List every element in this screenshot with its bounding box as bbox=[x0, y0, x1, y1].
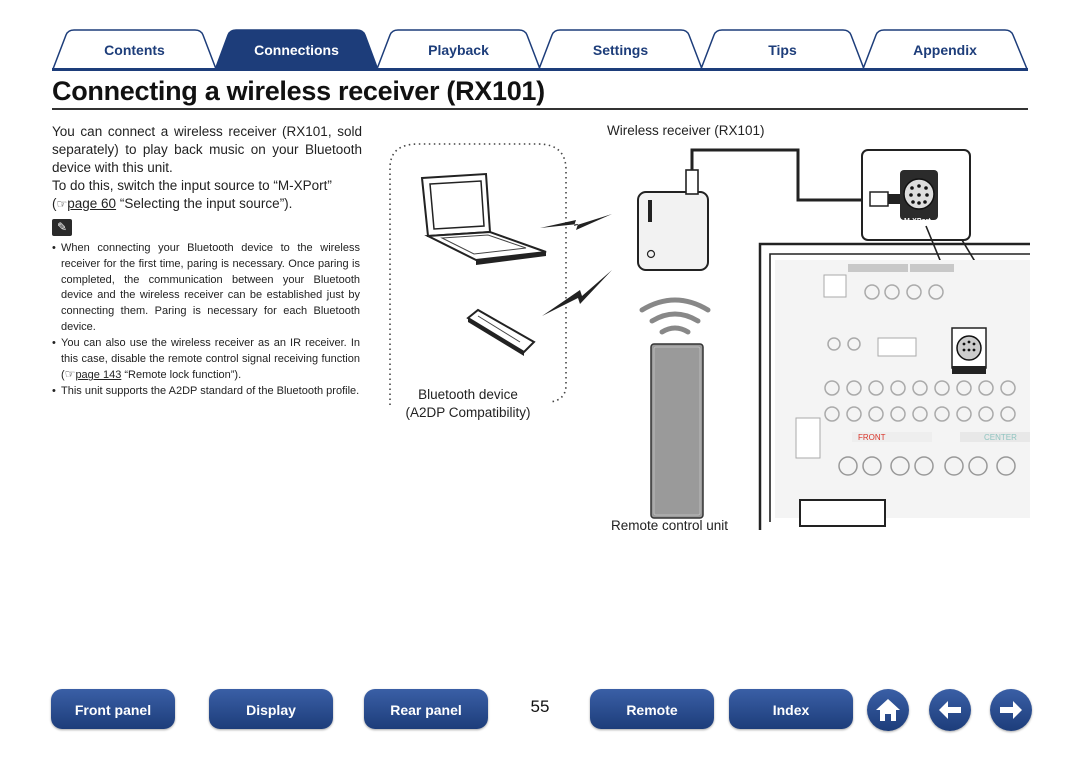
front-panel-button[interactable]: Front panel bbox=[51, 689, 175, 729]
tab-connections-label: Connections bbox=[254, 42, 339, 58]
home-icon bbox=[867, 689, 909, 731]
note-text: You can also use the wireless receiver as an IR receiver. In this case, disable the remote control signal receiving function ( bbox=[61, 336, 360, 382]
tab-appendix[interactable] bbox=[862, 29, 1028, 69]
remote-control-illustration bbox=[651, 344, 703, 518]
notes-list bbox=[52, 241, 360, 400]
page-number: 55 bbox=[530, 697, 550, 716]
tab-underline bbox=[52, 68, 1028, 71]
reference-icon: ☞ bbox=[64, 367, 76, 382]
laptop-illustration bbox=[422, 174, 546, 265]
wireless-signal-bolt bbox=[542, 270, 612, 316]
remote-control-label: Remote control unit bbox=[611, 518, 729, 533]
top-tab-bar bbox=[52, 29, 1030, 71]
page-link-143[interactable]: page 143 bbox=[75, 369, 122, 382]
wireless-signal-bolt bbox=[540, 214, 612, 230]
bluetooth-device-label: Bluetooth device bbox=[418, 387, 518, 402]
tab-settings[interactable] bbox=[538, 29, 703, 69]
note-text: “Remote lock function”). bbox=[121, 369, 242, 382]
intro-ref-text: “Selecting the input source”). bbox=[119, 196, 293, 211]
tab-contents-label: Contents bbox=[104, 42, 165, 58]
tab-tips-label: Tips bbox=[768, 42, 797, 58]
tab-playback-label: Playback bbox=[428, 42, 489, 58]
intro-text bbox=[52, 123, 362, 213]
tab-tips[interactable] bbox=[700, 29, 865, 69]
display-button[interactable]: Display bbox=[209, 689, 333, 729]
rear-panel-front-label: FRONT bbox=[858, 433, 886, 442]
tab-contents[interactable] bbox=[52, 29, 217, 69]
note-item bbox=[52, 336, 360, 384]
ir-signal-waves bbox=[642, 300, 708, 332]
a2dp-label: (A2DP Compatibility) bbox=[405, 405, 531, 420]
home-button[interactable] bbox=[867, 689, 909, 731]
smartphone-illustration bbox=[468, 310, 534, 356]
rear-panel-button[interactable]: Rear panel bbox=[364, 689, 488, 729]
mxport-zoom-box bbox=[862, 150, 970, 240]
rear-panel-center-label: CENTER bbox=[984, 433, 1017, 442]
note-item: • This unit supports the A2DP standard of the Bluetooth profile. bbox=[52, 384, 360, 400]
page-title: Connecting a wireless receiver (RX101) bbox=[52, 76, 545, 106]
wireless-receiver-illustration bbox=[638, 170, 708, 270]
back-button[interactable] bbox=[929, 689, 971, 731]
forward-button[interactable] bbox=[990, 689, 1032, 731]
tab-settings-label: Settings bbox=[592, 42, 649, 58]
index-button[interactable]: Index bbox=[729, 689, 853, 729]
intro-switch-text: To do this, switch the input source to “M-XPort” bbox=[52, 178, 332, 193]
tab-playback[interactable] bbox=[376, 29, 541, 69]
receiver-cable bbox=[692, 150, 866, 200]
tab-appendix-label: Appendix bbox=[913, 42, 977, 58]
arrow-left-icon bbox=[929, 689, 971, 731]
reference-icon: ☞ bbox=[56, 197, 68, 211]
rear-panel-illustration bbox=[760, 244, 1030, 530]
remote-button[interactable]: Remote bbox=[590, 689, 714, 729]
mxport-label: M-XPort bbox=[904, 218, 931, 225]
diagram-illustration bbox=[380, 120, 1030, 540]
connection-diagram bbox=[380, 120, 1030, 540]
note-item: • When connecting your Bluetooth device to the wireless receiver for the first time, paring is necessary. Once paring is completed, the communication between your Bluetooth device and the wireless receiver can be established just by connecting them. Paring is necessary for each Bluetooth device. bbox=[52, 241, 360, 336]
intro-input-source: To do this, switch the input source to “M-XPort” (☞page 60 “Selecting the input source”). bbox=[52, 178, 332, 211]
tab-connections[interactable] bbox=[214, 29, 379, 69]
arrow-right-icon bbox=[990, 689, 1032, 731]
wireless-receiver-label: Wireless receiver (RX101) bbox=[607, 123, 765, 138]
pencil-icon: ✎ bbox=[52, 219, 72, 236]
page-link-60[interactable]: page 60 bbox=[67, 196, 117, 211]
title-divider bbox=[52, 108, 1028, 110]
intro-paragraph: You can connect a wireless receiver (RX101, sold separately) to play back music on your Bluetooth device with this unit. bbox=[52, 124, 362, 175]
